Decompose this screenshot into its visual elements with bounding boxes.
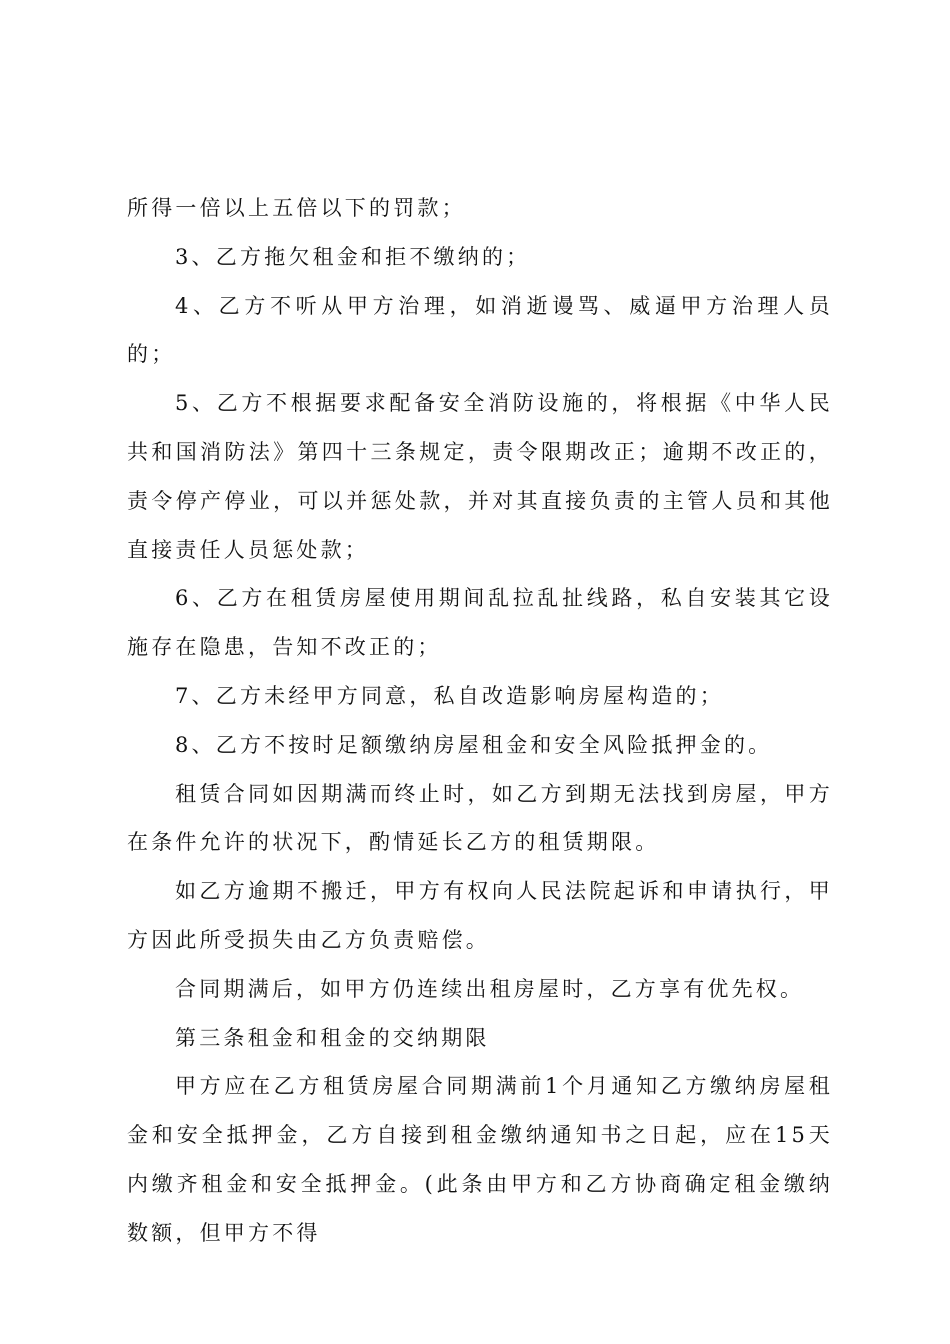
paragraph-priority-right: 合同期满后，如甲方仍连续出租房屋时，乙方享有优先权。 (175, 976, 805, 1001)
section-heading-article-3: 第三条租金和租金的交纳期限 (175, 1025, 490, 1050)
paragraph-lease-extension: 租赁合同如因期满而终止时，如乙方到期无法找到房屋，甲方在条件允许的状况下，酌情延长乙方的租赁期限。 (127, 781, 833, 855)
paragraph-overdue-relocation: 如乙方逾期不搬迁，甲方有权向人民法院起诉和申请执行，甲方因此所受损失由乙方负责赔偿。 (127, 879, 833, 952)
paragraph-clause-6: 6、乙方在租赁房屋使用期间乱拉乱扯线路，私自安装其它设施存在隐患，告知不改正的； (127, 586, 833, 660)
document-body (127, 184, 833, 1258)
paragraph-clause-5: 5、乙方不根据要求配备安全消防设施的，将根据《中华人民共和国消防法》第四十三条规定，责令限期改正；逾期不改正的，责令停产停业，可以并惩处款，并对其直接负责的主管人员和其他直接责任人员惩处款； (127, 391, 833, 562)
paragraph-rent-payment: 甲方应在乙方租赁房屋合同期满前1个月通知乙方缴纳房屋租金和安全抵押金，乙方自接到租金缴纳通知书之日起，应在15天内缴齐租金和安全抵押金。(此条由甲方和乙方协商确定租金缴纳数额，但甲方不得 (127, 1074, 833, 1245)
paragraph-clause-8: 8、乙方不按时足额缴纳房屋租金和安全风险抵押金的。 (175, 732, 773, 757)
paragraph-clause-4: 4、乙方不听从甲方治理，如消逝谩骂、威逼甲方治理人员的； (127, 293, 833, 367)
paragraph-clause-3: 3、乙方拖欠租金和拒不缴纳的； (175, 244, 531, 269)
paragraph-clause-7: 7、乙方未经甲方同意，私自改造影响房屋构造的； (175, 683, 724, 708)
paragraph-fine-continuation: 所得一倍以上五倍以下的罚款； (127, 196, 466, 220)
